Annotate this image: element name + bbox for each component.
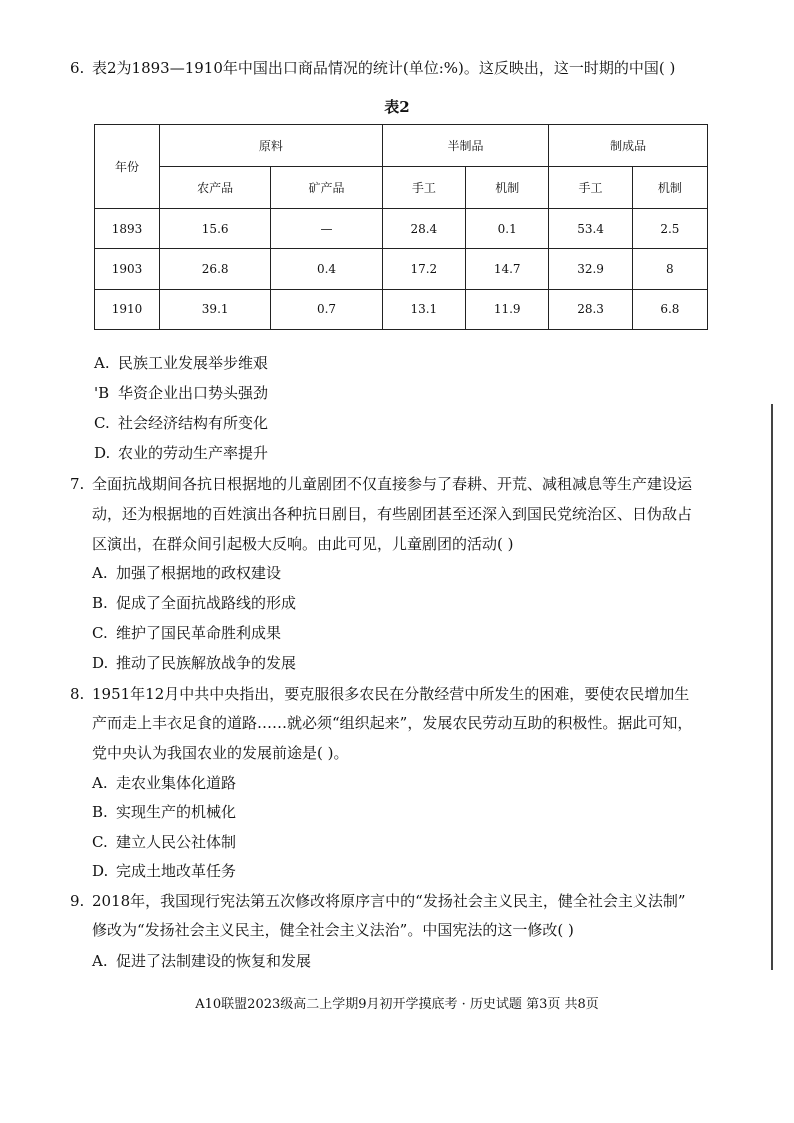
margin-line bbox=[771, 404, 773, 970]
option-letter: D. bbox=[92, 654, 109, 672]
q8-stem-line: 党中央认为我国农业的发展前途是( )。 bbox=[92, 744, 349, 762]
group-header: 半制品 bbox=[382, 125, 549, 167]
table-row bbox=[95, 249, 708, 289]
option-letter: A. bbox=[94, 354, 110, 372]
table-cell: 0.4 bbox=[271, 249, 382, 289]
table-cell: 15.6 bbox=[160, 209, 271, 249]
option-text: 促进了法制建设的恢复和发展 bbox=[116, 952, 312, 970]
table-cell: 0.1 bbox=[466, 209, 549, 249]
table-cell: 53.4 bbox=[549, 209, 632, 249]
sub-header: 农产品 bbox=[160, 167, 271, 209]
table-caption: 表2 bbox=[384, 98, 410, 116]
option-letter: B. bbox=[92, 803, 108, 821]
q8-option-c[interactable] bbox=[92, 832, 236, 852]
group-header: 制成品 bbox=[549, 125, 708, 167]
table-cell: 28.3 bbox=[549, 289, 632, 329]
option-letter: A. bbox=[92, 774, 108, 792]
option-text: 建立人民公社体制 bbox=[116, 833, 237, 851]
table-cell: 13.1 bbox=[382, 289, 465, 329]
q8-stem-line: 1951年12月中共中央指出，要克服很多农民在分散经营中所发生的困难，要使农民增加生 bbox=[92, 685, 690, 703]
page-footer: A10联盟2023级高二上学期9月初开学摸底考 · 历史试题 第3页 共8页 bbox=[195, 997, 599, 1012]
table-row bbox=[95, 209, 708, 249]
option-text: 维护了国民革命胜利成果 bbox=[116, 624, 282, 642]
option-letter: A. bbox=[92, 564, 108, 582]
q8-number: 8. bbox=[70, 685, 85, 703]
option-letter: D. bbox=[92, 862, 109, 880]
table-cell: 32.9 bbox=[549, 249, 632, 289]
q8-option-a[interactable] bbox=[92, 773, 236, 793]
table-row bbox=[95, 289, 708, 329]
option-text: 实现生产的机械化 bbox=[116, 803, 237, 821]
table-cell: 26.8 bbox=[160, 249, 271, 289]
option-text: 社会经济结构有所变化 bbox=[118, 414, 269, 432]
q9-stem bbox=[70, 891, 686, 911]
q8-option-b[interactable] bbox=[92, 802, 236, 822]
q9-stem-line: 2018年，我国现行宪法第五次修改将原序言中的“发扬社会主义民主，健全社会主义法制” bbox=[92, 892, 686, 910]
option-letter: C. bbox=[92, 624, 108, 642]
table-cell: 28.4 bbox=[382, 209, 465, 249]
table-cell: 6.8 bbox=[632, 289, 707, 329]
q9-stem-line: 修改为“发扬社会主义民主，健全社会主义法治”。中国宪法的这一修改( ) bbox=[92, 921, 574, 939]
sub-header: 手工 bbox=[549, 167, 632, 209]
q7-stem-line: 全面抗战期间各抗日根据地的儿童剧团不仅直接参与了春耕、开荒、减租减息等生产建设运 bbox=[92, 475, 693, 493]
q6-stem-text: 表2为1893—1910年中国出口商品情况的统计(单位:%)。这反映出，这一时期的中国( ) bbox=[92, 59, 676, 77]
sub-header: 手工 bbox=[382, 167, 465, 209]
q7-number: 7. bbox=[70, 475, 85, 493]
table-cell: 14.7 bbox=[466, 249, 549, 289]
sub-header: 矿产品 bbox=[271, 167, 382, 209]
q8-stem-line: 产而走上丰衣足食的道路……就必须“组织起来”，发展农民劳动互助的积极性。据此可知， bbox=[92, 714, 693, 732]
option-letter: 'B bbox=[94, 384, 110, 402]
q7-stem bbox=[70, 474, 692, 494]
q7-option-c[interactable] bbox=[92, 623, 281, 643]
option-letter: C. bbox=[92, 833, 108, 851]
table-cell: 1893 bbox=[95, 209, 160, 249]
option-letter: D. bbox=[94, 444, 111, 462]
option-text: 华资企业出口势头强劲 bbox=[118, 384, 269, 402]
export-stats-table bbox=[94, 124, 708, 330]
option-text: 完成土地改革任务 bbox=[116, 862, 237, 880]
q6-stem bbox=[70, 58, 675, 78]
table-cell: 1910 bbox=[95, 289, 160, 329]
sub-header: 机制 bbox=[466, 167, 549, 209]
q6-option-b[interactable] bbox=[94, 383, 268, 403]
q7-stem-line: 区演出，在群众间引起极大反响。由此可见，儿童剧团的活动( ) bbox=[92, 535, 514, 553]
sub-header: 机制 bbox=[632, 167, 707, 209]
group-header: 原料 bbox=[160, 125, 383, 167]
option-text: 加强了根据地的政权建设 bbox=[116, 564, 282, 582]
q7-option-a[interactable] bbox=[92, 563, 281, 583]
q7-stem-line: 动，还为根据地的百姓演出各种抗日剧目，有些剧团甚至还深入到国民党统治区、日伪敌占 bbox=[92, 505, 693, 523]
option-letter: A. bbox=[92, 952, 108, 970]
q8-stem bbox=[70, 684, 689, 704]
q7-option-d[interactable] bbox=[92, 653, 296, 673]
q6-option-a[interactable] bbox=[94, 353, 268, 373]
option-letter: B. bbox=[92, 594, 108, 612]
table-cell: 39.1 bbox=[160, 289, 271, 329]
table-cell: 0.7 bbox=[271, 289, 382, 329]
q6-option-c[interactable] bbox=[94, 413, 268, 433]
q7-option-b[interactable] bbox=[92, 593, 296, 613]
option-text: 促成了全面抗战路线的形成 bbox=[116, 594, 297, 612]
table-cell: 8 bbox=[632, 249, 707, 289]
table-cell: 17.2 bbox=[382, 249, 465, 289]
table-cell: — bbox=[271, 209, 382, 249]
q6-number: 6. bbox=[70, 59, 85, 77]
option-text: 走农业集体化道路 bbox=[116, 774, 237, 792]
q6-option-d[interactable] bbox=[94, 443, 268, 463]
table-cell: 2.5 bbox=[632, 209, 707, 249]
option-text: 推动了民族解放战争的发展 bbox=[116, 654, 297, 672]
option-text: 民族工业发展举步维艰 bbox=[118, 354, 269, 372]
year-header: 年份 bbox=[95, 125, 160, 209]
table-cell: 11.9 bbox=[466, 289, 549, 329]
option-letter: C. bbox=[94, 414, 110, 432]
q8-option-d[interactable] bbox=[92, 861, 236, 881]
q9-number: 9. bbox=[70, 892, 85, 910]
table-cell: 1903 bbox=[95, 249, 160, 289]
q9-option-a[interactable] bbox=[92, 951, 311, 971]
option-text: 农业的劳动生产率提升 bbox=[118, 444, 269, 462]
